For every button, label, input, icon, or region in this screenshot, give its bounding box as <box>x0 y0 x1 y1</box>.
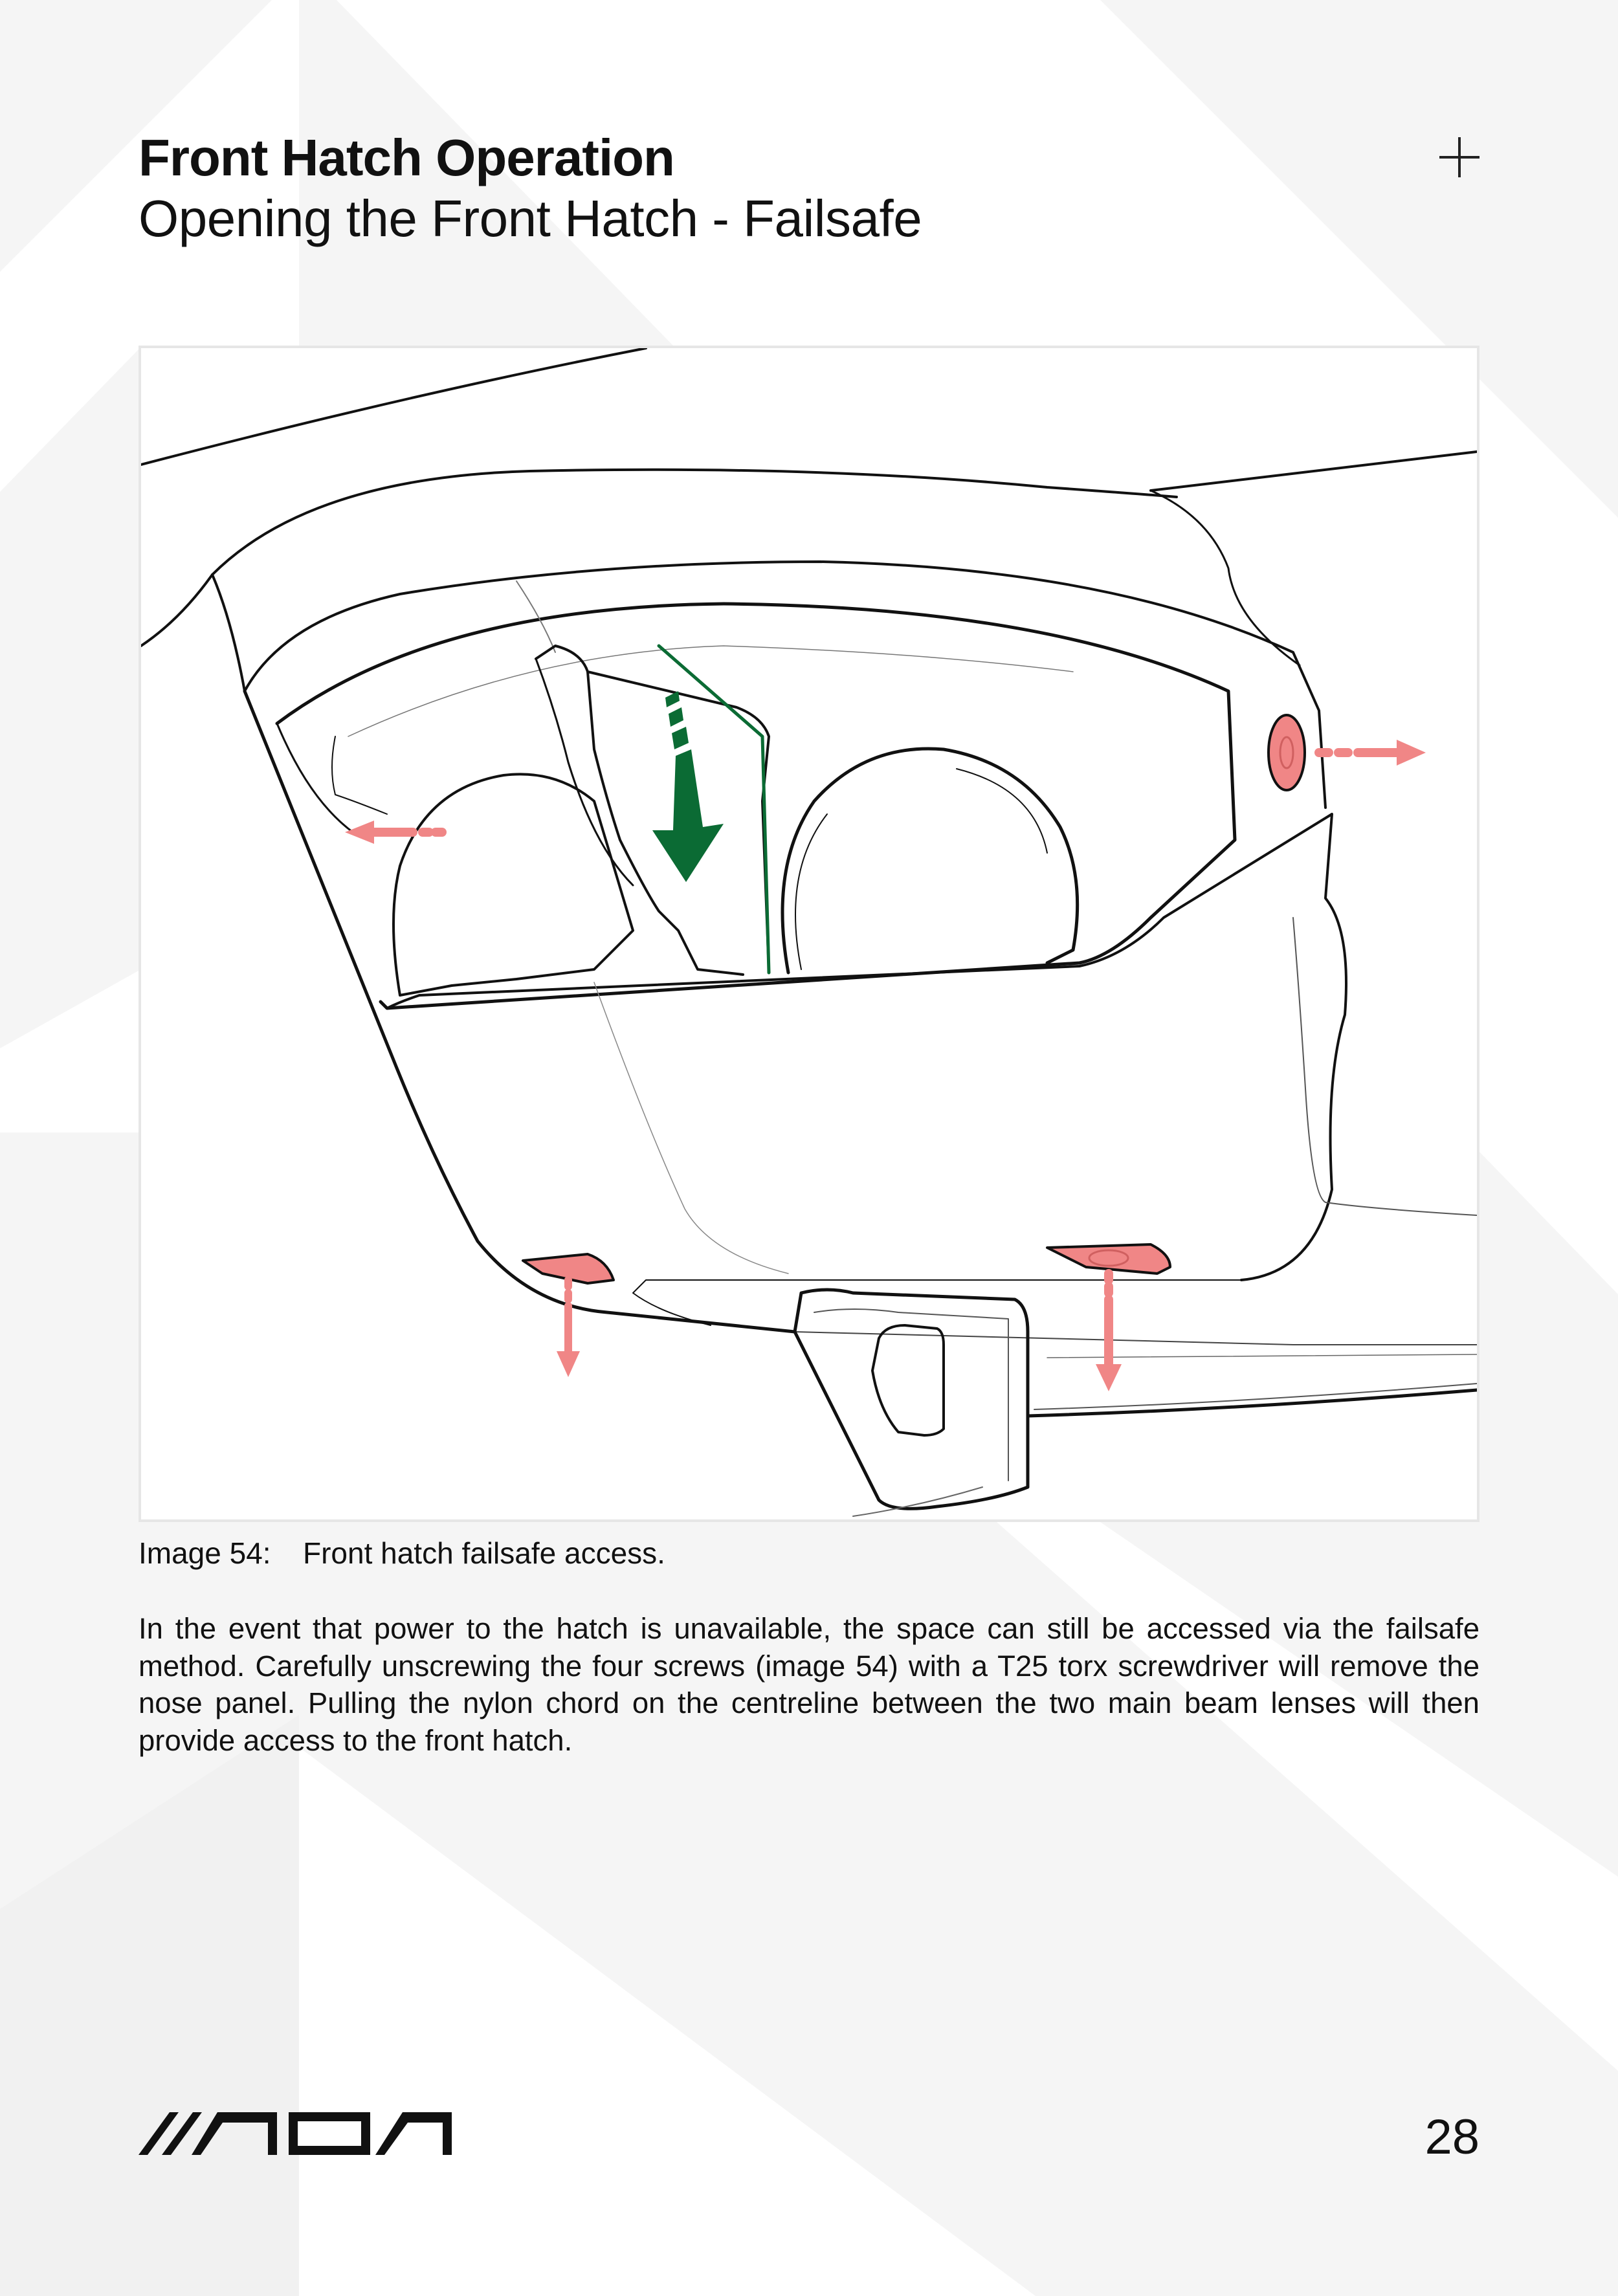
page-title: Front Hatch Operation <box>139 129 674 186</box>
caption-text: Front hatch failsafe access. <box>303 1536 665 1570</box>
left-lens <box>393 774 633 995</box>
front-hatch-illustration <box>139 346 1479 1522</box>
caption-number: Image 54: <box>139 1536 271 1570</box>
plus-icon <box>1439 137 1479 177</box>
tow-eye-slot <box>872 1325 944 1435</box>
right-lens <box>782 749 1078 973</box>
body-top-line <box>1151 452 1477 491</box>
arrow-left <box>345 821 442 844</box>
hatch-top-edge <box>141 348 646 465</box>
center-bracket <box>536 646 743 975</box>
nose-panel-outline <box>245 691 795 1332</box>
figure-caption <box>139 1534 665 1573</box>
arrow-down-right <box>1096 1274 1122 1391</box>
hatch-cover-outline <box>141 470 1177 646</box>
arrow-down-left <box>557 1280 580 1377</box>
page-number: 28 <box>1424 2110 1479 2165</box>
body-paragraph: In the event that power to the hatch is unavailable, the space can still be accessed via the failsafe method. Carefully unscrewing the four screws (image 54) with a T25 torx screwdriver will remove the nose panel. Pulling the nylon chord on the centreline between the two main beam lenses will then provide access to the front hatch. <box>139 1612 1479 1757</box>
mono-logo <box>139 2111 482 2156</box>
pull-arrow-icon <box>652 691 724 882</box>
screw-right-side <box>1269 715 1305 790</box>
page-subtitle: Opening the Front Hatch - Failsafe <box>139 190 922 247</box>
tow-hook-housing <box>795 1290 1028 1508</box>
arrow-right <box>1319 740 1426 766</box>
headlight-housing <box>277 604 1235 1008</box>
